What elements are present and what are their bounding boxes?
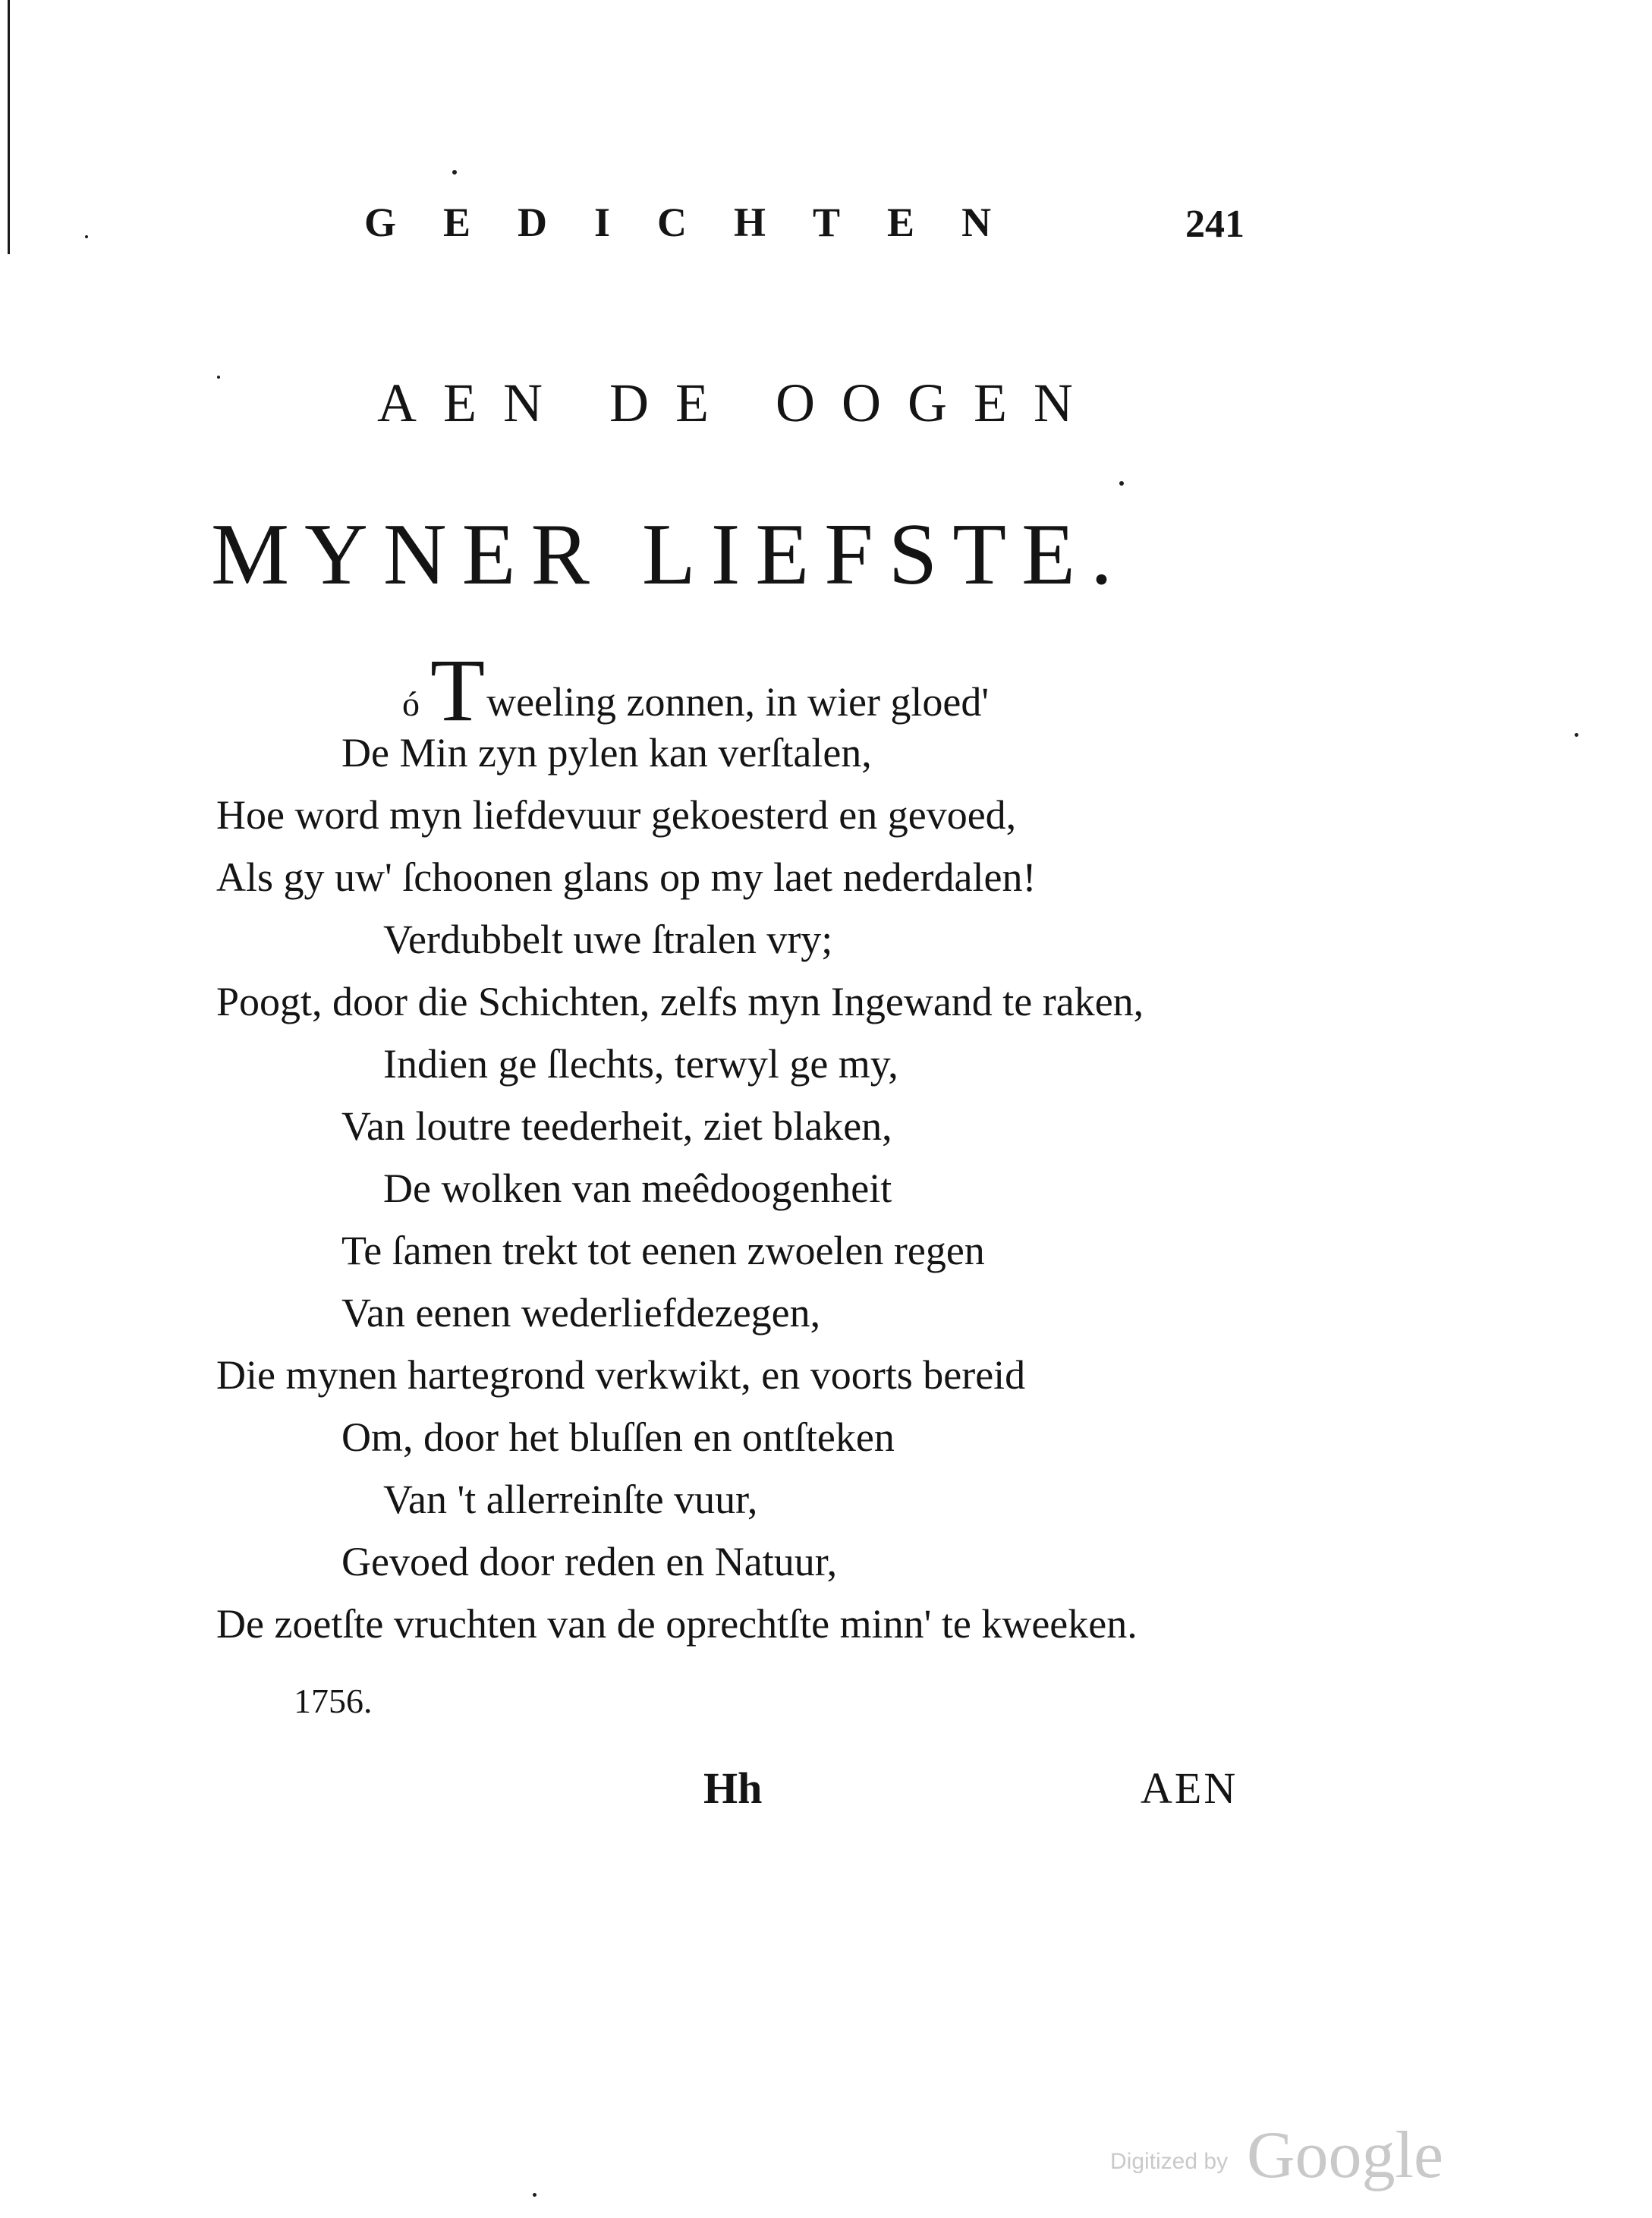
poem-line: Te ſamen trekt tot eenen zwoelen regen: [341, 1228, 985, 1273]
running-head: [364, 199, 1245, 260]
opening-exclamation: ó: [402, 684, 420, 723]
poem-line: Indien ge ſlechts, terwyl ge my,: [383, 1041, 898, 1087]
poem-line: Als gy uw' ſchoonen glans op my laet nederdalen!: [216, 854, 1037, 900]
poem-line: Om, door het bluſſen en ontſteken: [341, 1414, 895, 1460]
print-speck: [533, 2193, 537, 2197]
first-line-text: weeling zonnen, in wier gloed': [486, 679, 990, 725]
running-title: GEDICHTEN: [364, 200, 1039, 245]
poem-title-line-1: AEN DE OOGEN: [377, 373, 1100, 433]
poem-line: De zoetſte vruchten van de oprechtſte minn' te kweeken.: [216, 1601, 1138, 1647]
poem-line: Die mynen hartegrond verkwikt, en voorts bereid: [216, 1352, 1026, 1398]
page-edge-rule: [8, 0, 10, 254]
poem-date: 1756.: [294, 1682, 373, 1720]
poem-line: Van eenen wederliefdezegen,: [341, 1290, 821, 1336]
poem-line: De wolken van meêdoogenheit: [383, 1166, 892, 1211]
poem-line: [402, 640, 990, 740]
digitized-by-label: Digitized by: [1110, 2149, 1229, 2174]
poem-line: Van 't allerreinſte vuur,: [383, 1477, 758, 1522]
print-speck: [85, 235, 88, 238]
signature-mark: Hh: [703, 1763, 763, 1813]
poem-line: De Min zyn pylen kan verſtalen,: [341, 730, 872, 776]
digitized-watermark: [1110, 2117, 1444, 2193]
print-speck: [1119, 481, 1124, 486]
catchword: AEN: [1141, 1763, 1238, 1813]
poem-line: Gevoed door reden en Natuur,: [341, 1539, 838, 1584]
print-speck: [1575, 733, 1578, 737]
google-logo: Google: [1247, 2119, 1444, 2192]
print-speck: [452, 170, 457, 175]
page-number: 241: [1185, 203, 1245, 246]
poem-title-line-2: MYNER LIEFSTE.: [211, 506, 1128, 603]
print-speck: [217, 376, 220, 379]
poem-line: Poogt, door die Schichten, zelfs myn Ingewand te raken,: [216, 979, 1144, 1024]
poem-line: Hoe word myn liefdevuur gekoesterd en gevoed,: [216, 792, 1017, 838]
drop-cap: T: [430, 640, 486, 740]
poem-line: Van loutre teederheit, ziet blaken,: [341, 1103, 892, 1149]
poem-line: Verdubbelt uwe ſtralen vry;: [383, 917, 833, 962]
